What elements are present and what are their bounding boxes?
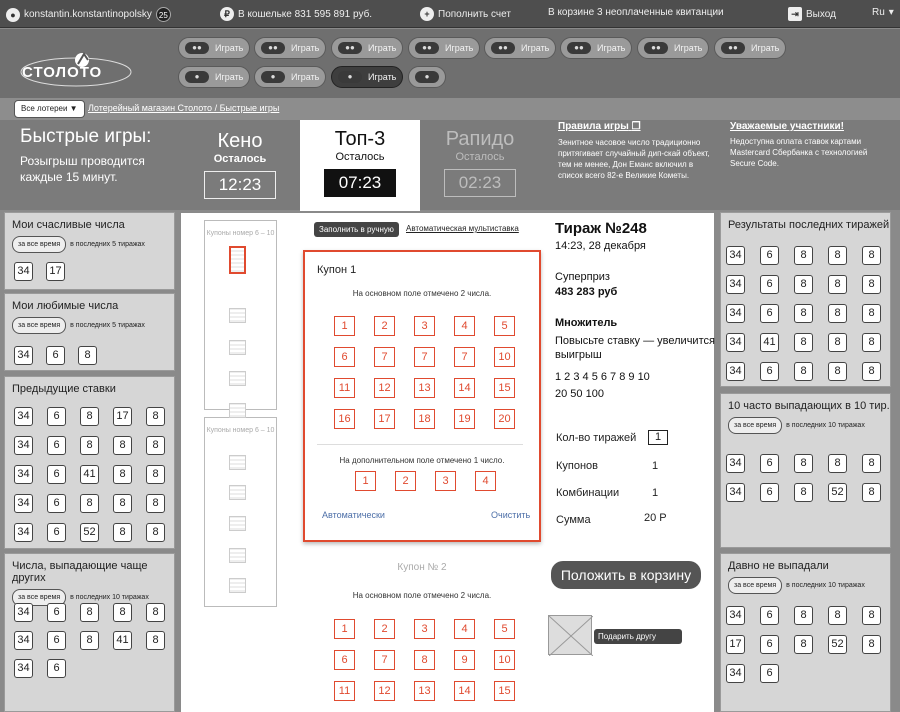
number-box[interactable]: 34 — [14, 346, 33, 365]
main-field-number[interactable]: 5 — [494, 316, 515, 336]
draw-info — [555, 220, 715, 400]
number-box[interactable]: 34 — [14, 659, 33, 678]
extra-field-note: На дополнительном поле отмечено 1 число. — [339, 456, 505, 465]
number-box[interactable]: 8 — [794, 362, 813, 381]
period-all-button[interactable]: за все время — [12, 317, 66, 334]
number-box[interactable]: 34 — [726, 606, 745, 625]
number-box[interactable]: 6 — [760, 275, 779, 294]
exit-link[interactable] — [788, 7, 836, 21]
time-left-label: Осталось — [213, 153, 267, 165]
number-box[interactable]: 6 — [47, 494, 66, 513]
bingo-balls-icon: ●● — [261, 42, 285, 54]
game-button-label: Играть — [597, 43, 626, 53]
game-button-label: Играть — [751, 43, 780, 53]
coupon-thumb-icon[interactable] — [229, 578, 246, 593]
number-box[interactable]: 8 — [794, 275, 813, 294]
main-field-number[interactable]: 14 — [454, 378, 475, 398]
coupons-label: Купонов — [556, 460, 599, 472]
draws-count-label: Кол-во тиражей — [556, 432, 637, 444]
panel-title: 10 часто выпадающих в 10 тир. — [728, 400, 890, 412]
number-box[interactable]: 8 — [80, 603, 99, 622]
sum-label: Сумма — [556, 514, 591, 526]
gosloto-icon: ●● — [567, 42, 591, 54]
top-bar — [0, 0, 900, 28]
number-box[interactable]: 34 — [726, 304, 745, 323]
jackpot-label: Суперприз — [555, 271, 610, 283]
rules-box — [558, 121, 713, 181]
panel-title: Предыдущие ставки — [12, 383, 116, 395]
period-last-link[interactable]: в последних 10 тиражах — [786, 582, 865, 589]
number-box[interactable]: 34 — [726, 454, 745, 473]
chevron-down-icon: ▾ — [888, 7, 894, 18]
divider — [317, 444, 523, 445]
coupons-value: 1 — [652, 460, 659, 472]
multiplier-title: Множитель — [555, 317, 618, 329]
breadcrumb[interactable]: Лотерейный магазин Столото / Быстрые игры — [88, 103, 280, 113]
number-box[interactable]: 8 — [862, 333, 881, 352]
coupon-thumb-icon[interactable] — [229, 340, 246, 355]
number-box[interactable]: 34 — [14, 465, 33, 484]
stars-icon: ●● — [721, 42, 745, 54]
game-name: Рапидо — [445, 128, 515, 150]
number-box[interactable]: 52 — [828, 635, 847, 654]
period-last-link[interactable]: в последних 5 тиражах — [70, 322, 145, 329]
user-icon: ● — [6, 8, 20, 22]
main-field-number[interactable]: 1 — [334, 619, 355, 639]
sum-value: 20 Р — [644, 512, 667, 524]
game-button[interactable] — [178, 37, 250, 59]
number-box[interactable]: 8 — [862, 275, 881, 294]
number-box[interactable]: 8 — [794, 606, 813, 625]
coupon-2-note: На основном поле отмечено 2 числа. — [352, 591, 492, 600]
number-box[interactable]: 8 — [80, 494, 99, 513]
number-box[interactable]: 8 — [862, 246, 881, 265]
number-box[interactable]: 6 — [47, 436, 66, 455]
main-field-number[interactable]: 3 — [414, 316, 435, 336]
number-box[interactable]: 8 — [794, 483, 813, 502]
main-field-number[interactable]: 10 — [494, 650, 515, 670]
multiplier-text: Повысьте ставку — увеличится выигрыш — [555, 335, 715, 361]
logo-graphic — [18, 50, 148, 90]
main-field-number[interactable]: 13 — [414, 378, 435, 398]
lottery-select-label: Все лотереи — [21, 104, 68, 113]
number-box[interactable]: 34 — [726, 275, 745, 294]
main-field-number[interactable]: 4 — [454, 619, 475, 639]
period-last-link[interactable]: в последних 5 тиражах — [70, 241, 145, 248]
game-button-label: Играть — [368, 72, 397, 82]
main-field-number[interactable]: 12 — [374, 681, 395, 701]
number-box[interactable]: 8 — [828, 304, 847, 323]
number-box[interactable]: 8 — [80, 407, 99, 426]
number-box[interactable]: 17 — [726, 635, 745, 654]
coupon-thumb-icon[interactable] — [229, 403, 246, 418]
number-box[interactable]: 8 — [794, 304, 813, 323]
rules-link[interactable] — [558, 121, 713, 132]
number-box[interactable]: 8 — [794, 635, 813, 654]
wallet-balance: В кошельке 831 595 891 руб. — [238, 8, 373, 20]
number-box[interactable]: 34 — [726, 483, 745, 502]
thumb-label: Купоны номер 6 – 10 — [206, 427, 275, 434]
lottery-select[interactable] — [14, 100, 85, 118]
chevron-down-icon: ▼ — [69, 104, 78, 113]
plus-icon: + — [420, 7, 434, 21]
number-box[interactable]: 8 — [828, 362, 847, 381]
username: konstantin.konstantinopolsky — [24, 9, 152, 20]
number-box[interactable]: 52 — [828, 483, 847, 502]
number-box[interactable]: 8 — [146, 465, 165, 484]
coupon-thumb-icon[interactable] — [229, 371, 246, 386]
number-box[interactable]: 6 — [760, 635, 779, 654]
number-box[interactable]: 34 — [726, 664, 745, 683]
number-box[interactable]: 6 — [47, 659, 66, 678]
number-box[interactable]: 8 — [146, 603, 165, 622]
extra-field-number[interactable]: 2 — [395, 471, 416, 491]
game-name: Кено — [217, 130, 263, 152]
rules-text: Зенитное часовое число традиционно притягивает случайный дип-скай объект, тем не менее, Дон Еманс включил в список всего 82-е Великие Кометы. — [558, 138, 710, 180]
period-all-button[interactable]: за все время — [12, 589, 66, 606]
wheel-icon: ● — [338, 71, 362, 83]
language-select[interactable] — [872, 7, 894, 18]
number-box[interactable]: 6 — [760, 246, 779, 265]
number-box[interactable]: 8 — [146, 494, 165, 513]
last-results-panel — [720, 212, 891, 387]
loto-logo-icon: ● — [415, 71, 439, 83]
number-box[interactable]: 8 — [862, 454, 881, 473]
notice-box — [730, 121, 890, 169]
coupon-thumb-icon[interactable] — [229, 516, 246, 531]
number-box[interactable]: 8 — [794, 454, 813, 473]
main-field-number[interactable]: 2 — [374, 316, 395, 336]
game-button[interactable] — [331, 66, 403, 88]
period-all-button[interactable]: за все время — [728, 577, 782, 594]
coupon-thumb-icon[interactable] — [229, 548, 246, 563]
countdown-timer: 12:23 — [204, 171, 276, 199]
number-box[interactable]: 17 — [46, 262, 65, 281]
coupon-thumb-icon[interactable] — [229, 308, 246, 323]
combos-value: 1 — [652, 487, 659, 499]
ball-gray-icon: ● — [185, 71, 209, 83]
game-name: Топ-3 — [334, 128, 386, 150]
clear-link[interactable]: Очистить — [491, 510, 531, 520]
number-box[interactable]: 6 — [47, 465, 66, 484]
gift-image — [548, 615, 592, 655]
number-box[interactable]: 52 — [80, 523, 99, 542]
game-button[interactable] — [484, 37, 556, 59]
fill-manual-button[interactable]: Заполнить в ручную — [314, 222, 399, 237]
number-box[interactable]: 34 — [726, 362, 745, 381]
multiplier-options-1[interactable]: 1 2 3 4 5 6 7 8 9 10 — [555, 371, 650, 383]
main-field-number[interactable]: 12 — [374, 378, 395, 398]
game-button[interactable] — [254, 66, 326, 88]
panel-title: Давно не выпадали — [728, 560, 829, 572]
number-box[interactable]: 8 — [828, 606, 847, 625]
game-button[interactable] — [408, 66, 446, 88]
number-box[interactable]: 6 — [46, 346, 65, 365]
main-field-number[interactable]: 15 — [494, 378, 515, 398]
main-field-number[interactable]: 1 — [334, 316, 355, 336]
car-small-icon: ● — [261, 71, 285, 83]
number-box[interactable]: 6 — [47, 407, 66, 426]
number-box[interactable]: 8 — [113, 523, 132, 542]
keno-balls-icon: ●● — [338, 42, 362, 54]
page-subtitle: Розыгрыш проводится каждые 15 минут. — [20, 154, 145, 184]
add-to-cart-button[interactable]: Положить в корзину — [551, 561, 701, 589]
coupon-thumb-icon[interactable] — [229, 485, 246, 500]
main-field-number[interactable]: 11 — [334, 681, 355, 701]
number-box[interactable]: 8 — [146, 631, 165, 650]
tab-keno[interactable] — [180, 130, 300, 199]
tab-rapido[interactable] — [420, 128, 540, 197]
number-box[interactable]: 8 — [146, 407, 165, 426]
exit-icon: ⇥ — [788, 7, 802, 21]
number-box[interactable]: 8 — [113, 465, 132, 484]
cart-status[interactable] — [548, 7, 724, 18]
number-box[interactable]: 34 — [726, 333, 745, 352]
combos-label: Комбинации — [556, 487, 620, 499]
notice-link[interactable]: Уважаемые участники! — [730, 121, 844, 132]
main-field-number[interactable]: 5 — [494, 619, 515, 639]
main-field-number[interactable]: 18 — [414, 409, 435, 429]
number-box[interactable]: 8 — [794, 333, 813, 352]
number-box[interactable]: 6 — [760, 362, 779, 381]
tab-top3[interactable] — [300, 120, 420, 211]
number-box[interactable]: 8 — [862, 635, 881, 654]
topup-link[interactable] — [420, 7, 511, 21]
number-box[interactable]: 6 — [760, 454, 779, 473]
number-box[interactable]: 34 — [14, 523, 33, 542]
game-button-label: Играть — [215, 43, 244, 53]
number-box[interactable]: 8 — [78, 346, 97, 365]
main-field-number[interactable]: 8 — [414, 650, 435, 670]
extra-field-number[interactable]: 4 — [475, 471, 496, 491]
game-button[interactable] — [254, 37, 326, 59]
main-field-number[interactable]: 6 — [334, 650, 355, 670]
game-button[interactable] — [178, 66, 250, 88]
period-all-button[interactable]: за все время — [728, 417, 782, 434]
wallet — [220, 7, 372, 21]
auto-fill-link[interactable]: Автоматически — [322, 510, 385, 520]
number-box[interactable]: 6 — [760, 304, 779, 323]
period-all-button[interactable]: за все время — [12, 236, 66, 253]
main-field-number[interactable]: 7 — [374, 347, 395, 367]
main-field-number[interactable]: 3 — [414, 619, 435, 639]
game-button[interactable] — [560, 37, 632, 59]
user-menu[interactable] — [6, 7, 171, 22]
number-box[interactable]: 8 — [113, 603, 132, 622]
number-box[interactable]: 17 — [113, 407, 132, 426]
number-box[interactable]: 8 — [862, 606, 881, 625]
main-field-number[interactable]: 7 — [454, 347, 475, 367]
game-button-label: Играть — [368, 43, 397, 53]
draw-datetime: 14:23, 28 декабря — [555, 240, 646, 252]
number-box[interactable]: 8 — [862, 483, 881, 502]
game-button[interactable] — [714, 37, 786, 59]
game-button-label: Играть — [674, 43, 703, 53]
logo[interactable] — [18, 50, 148, 95]
number-box[interactable]: 34 — [14, 262, 33, 281]
main-field-number[interactable]: 13 — [414, 681, 435, 701]
countdown-timer: 02:23 — [444, 169, 516, 197]
loto-balls-icon: ●● — [185, 42, 209, 54]
number-box[interactable]: 8 — [113, 494, 132, 513]
number-box[interactable]: 8 — [80, 631, 99, 650]
auto-multibet-link[interactable]: Автоматическая мультиставка — [406, 224, 519, 233]
window-icon: ❐ — [631, 121, 641, 132]
game-button[interactable] — [637, 37, 709, 59]
main-field-number[interactable]: 17 — [374, 409, 395, 429]
game-button[interactable] — [331, 37, 403, 59]
coupon-title: Купон 1 — [317, 264, 357, 276]
panel-title: Числа, выпадающие чаще других — [12, 560, 148, 584]
number-box[interactable]: 8 — [828, 454, 847, 473]
main-field-number[interactable]: 11 — [334, 378, 355, 398]
number-box[interactable]: 6 — [760, 483, 779, 502]
gift-button[interactable]: Подарить другу — [594, 629, 682, 644]
main-field-number[interactable]: 9 — [454, 650, 475, 670]
main-field-number[interactable]: 10 — [494, 347, 515, 367]
wallet-icon: ₽ — [220, 7, 234, 21]
main-field-note: На основном поле отмечено 2 числа. — [352, 289, 492, 298]
three-icon: ●● — [491, 42, 515, 54]
number-box[interactable]: 6 — [47, 523, 66, 542]
number-box[interactable]: 8 — [828, 275, 847, 294]
number-box[interactable]: 8 — [862, 304, 881, 323]
number-box[interactable]: 8 — [80, 436, 99, 455]
language-label: Ru — [872, 7, 885, 18]
game-button[interactable] — [408, 37, 480, 59]
notice-text: Недоступна оплата ставок картами Mastercard Сбербанка с технологией Secure Code. — [730, 137, 868, 168]
number-box[interactable]: 34 — [14, 407, 33, 426]
number-box[interactable]: 8 — [113, 436, 132, 455]
number-box[interactable]: 34 — [14, 631, 33, 650]
time-left-label: Осталось — [335, 151, 385, 163]
number-box[interactable]: 41 — [80, 465, 99, 484]
extra-field-number[interactable]: 1 — [355, 471, 376, 491]
logo-text: СТОЛОТО — [22, 64, 103, 81]
topup-label: Пополнить счет — [438, 8, 511, 20]
number-box[interactable]: 34 — [14, 603, 33, 622]
main-field-number[interactable]: 4 — [454, 316, 475, 336]
main-field-number[interactable]: 7 — [414, 347, 435, 367]
coupon-thumb-icon[interactable] — [229, 246, 246, 274]
coupon-thumb-icon[interactable] — [229, 455, 246, 470]
main-field-number[interactable]: 7 — [374, 650, 395, 670]
multiplier-options-2[interactable]: 20 50 100 — [555, 388, 604, 400]
countdown-timer: 07:23 — [324, 169, 396, 197]
coupon-2-title: Купон № 2 — [397, 562, 447, 573]
number-box[interactable]: 6 — [760, 606, 779, 625]
panel-title: Результаты последних тиражей — [728, 219, 890, 231]
main-field-number[interactable]: 16 — [334, 409, 355, 429]
number-box[interactable]: 8 — [794, 246, 813, 265]
game-button-label: Играть — [521, 43, 550, 53]
number-box[interactable]: 8 — [828, 333, 847, 352]
main-field-number[interactable]: 2 — [374, 619, 395, 639]
period-last-link[interactable]: в последних 10 тиражах — [70, 594, 149, 601]
number-box[interactable]: 6 — [47, 603, 66, 622]
number-box[interactable]: 34 — [14, 494, 33, 513]
draw-title: Тираж №248 — [555, 220, 647, 237]
main-field-number[interactable]: 14 — [454, 681, 475, 701]
panel-title: Мои счасливые числа — [12, 219, 125, 231]
number-box[interactable]: 8 — [862, 362, 881, 381]
number-box[interactable]: 41 — [760, 333, 779, 352]
game-button-label: Играть — [445, 43, 474, 53]
number-box[interactable]: 6 — [760, 664, 779, 683]
period-last-link[interactable]: в последних 10 тиражах — [786, 422, 865, 429]
extra-field-number[interactable]: 3 — [435, 471, 456, 491]
page-title: Быстрые игры: — [20, 126, 152, 147]
draws-count-input[interactable]: 1 — [648, 430, 668, 445]
number-box[interactable]: 8 — [146, 436, 165, 455]
cart-status-label: В корзине 3 неоплаченные квитанции — [548, 7, 724, 18]
number-box[interactable]: 8 — [146, 523, 165, 542]
number-box[interactable]: 34 — [726, 246, 745, 265]
rare-numbers-panel — [720, 553, 891, 712]
main-field-number[interactable]: 19 — [454, 409, 475, 429]
main-field-number[interactable]: 15 — [494, 681, 515, 701]
main-field-number[interactable]: 6 — [334, 347, 355, 367]
number-box[interactable]: 34 — [14, 436, 33, 455]
number-box[interactable]: 8 — [828, 246, 847, 265]
car-icon: ●● — [644, 42, 668, 54]
game-button-label: Играть — [291, 43, 320, 53]
exit-label: Выход — [806, 8, 836, 20]
time-left-label: Осталось — [455, 151, 505, 163]
number-box[interactable]: 6 — [47, 631, 66, 650]
jackpot-value: 483 283 руб — [555, 286, 618, 298]
number-box[interactable]: 41 — [113, 631, 132, 650]
rules-link-label: Правила игры — [558, 121, 629, 132]
game-button-label: Играть — [291, 72, 320, 82]
game-button-label: Играть — [215, 72, 244, 82]
main-field-number[interactable]: 20 — [494, 409, 515, 429]
thumb-label: Купоны номер 6 – 10 — [206, 230, 275, 237]
six-of-45-icon: ●● — [415, 42, 439, 54]
image-placeholder-icon — [549, 616, 593, 656]
panel-title: Мои любимые числа — [12, 300, 119, 312]
notification-badge[interactable]: 25 — [156, 7, 171, 22]
